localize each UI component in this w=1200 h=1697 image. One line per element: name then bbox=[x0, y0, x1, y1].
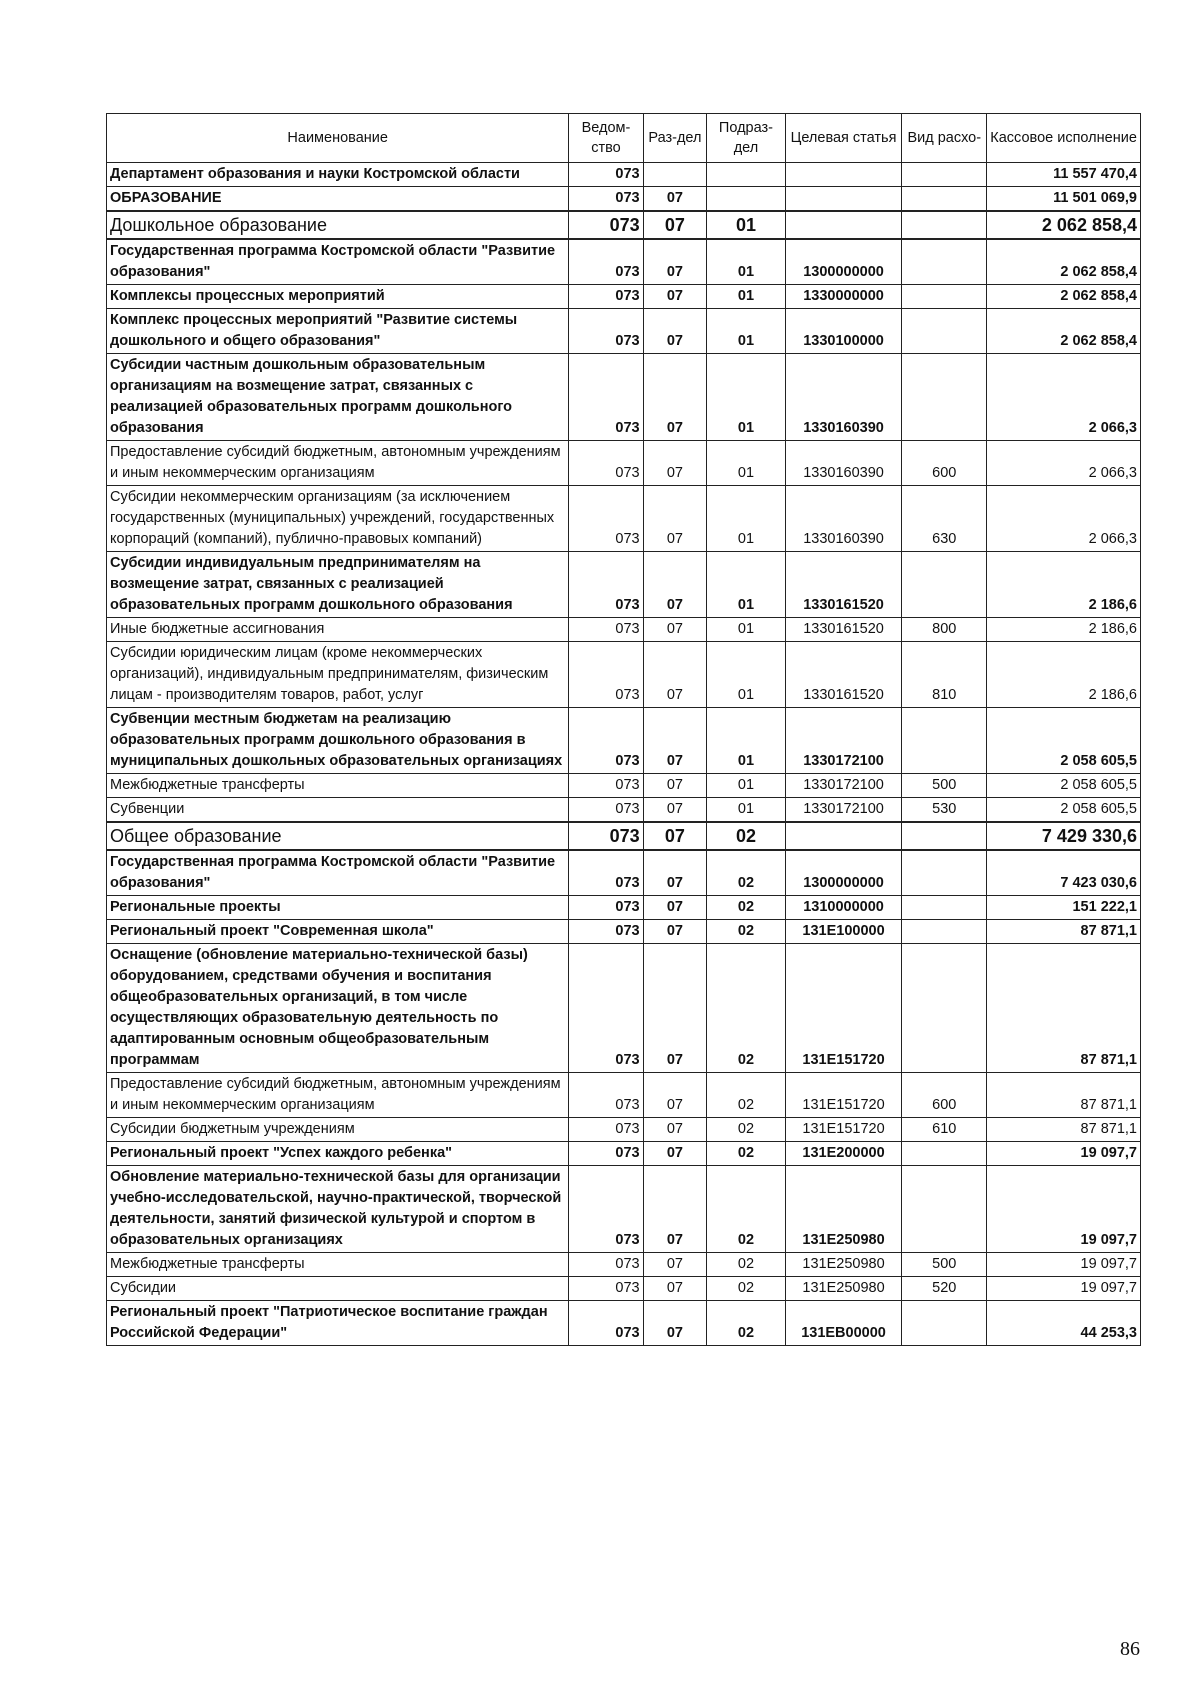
cell-razdel: 07 bbox=[643, 944, 707, 1073]
cell-amount: 2 066,3 bbox=[987, 354, 1141, 441]
cell-razdel: 07 bbox=[643, 1301, 707, 1346]
cell-name: Общее образование bbox=[107, 822, 569, 850]
cell-target: 1330172100 bbox=[785, 708, 902, 774]
cell-podrazdel: 01 bbox=[707, 642, 785, 708]
cell-amount: 2 066,3 bbox=[987, 441, 1141, 486]
cell-vid bbox=[902, 1301, 987, 1346]
cell-razdel: 07 bbox=[643, 850, 707, 896]
table-row bbox=[107, 618, 1141, 642]
cell-amount: 19 097,7 bbox=[987, 1277, 1141, 1301]
cell-vedom: 073 bbox=[569, 618, 643, 642]
header-podrazdel: Подраз-дел bbox=[707, 114, 785, 163]
cell-amount: 2 058 605,5 bbox=[987, 798, 1141, 823]
cell-vid bbox=[902, 211, 987, 239]
cell-name: Субсидии индивидуальным предпринимателям на возмещение затрат, связанных с реализацией образовательных программ дошкольного образования bbox=[107, 552, 569, 618]
cell-razdel: 07 bbox=[643, 1277, 707, 1301]
cell-amount: 11 557 470,4 bbox=[987, 163, 1141, 187]
cell-razdel: 07 bbox=[643, 1166, 707, 1253]
cell-target: 1330161520 bbox=[785, 552, 902, 618]
table-row bbox=[107, 211, 1141, 239]
cell-name: Субсидии юридическим лицам (кроме некоммерческих организаций), индивидуальным предпринимателям, физическим лицам - производителям товаров, работ, услуг bbox=[107, 642, 569, 708]
cell-name: Субвенции bbox=[107, 798, 569, 823]
cell-vid bbox=[902, 309, 987, 354]
cell-vid bbox=[902, 850, 987, 896]
cell-name: Субсидии некоммерческим организациям (за исключением государственных (муниципальных) учреждений, государственных корпораций (компаний), публично-правовых компаний) bbox=[107, 486, 569, 552]
cell-target: 1330172100 bbox=[785, 798, 902, 823]
cell-amount: 2 058 605,5 bbox=[987, 774, 1141, 798]
cell-name: Региональный проект "Современная школа" bbox=[107, 920, 569, 944]
cell-razdel bbox=[643, 163, 707, 187]
cell-razdel: 07 bbox=[643, 239, 707, 285]
cell-target bbox=[785, 163, 902, 187]
cell-name: Комплекс процессных мероприятий "Развитие системы дошкольного и общего образования" bbox=[107, 309, 569, 354]
cell-vid bbox=[902, 187, 987, 212]
table-row bbox=[107, 486, 1141, 552]
cell-razdel: 07 bbox=[643, 822, 707, 850]
cell-amount: 11 501 069,9 bbox=[987, 187, 1141, 212]
cell-amount: 2 062 858,4 bbox=[987, 285, 1141, 309]
cell-target: 1330160390 bbox=[785, 486, 902, 552]
cell-podrazdel: 02 bbox=[707, 944, 785, 1073]
cell-vedom: 073 bbox=[569, 1073, 643, 1118]
cell-razdel: 07 bbox=[643, 774, 707, 798]
table-row bbox=[107, 944, 1141, 1073]
cell-target: 131E151720 bbox=[785, 1073, 902, 1118]
cell-razdel: 07 bbox=[643, 920, 707, 944]
cell-name: Субсидии бюджетным учреждениям bbox=[107, 1118, 569, 1142]
cell-name: Субсидии bbox=[107, 1277, 569, 1301]
cell-podrazdel: 02 bbox=[707, 1166, 785, 1253]
table-row bbox=[107, 309, 1141, 354]
cell-podrazdel: 02 bbox=[707, 1073, 785, 1118]
cell-vedom: 073 bbox=[569, 920, 643, 944]
cell-vid bbox=[902, 822, 987, 850]
cell-razdel: 07 bbox=[643, 441, 707, 486]
cell-name: Дошкольное образование bbox=[107, 211, 569, 239]
cell-amount: 44 253,3 bbox=[987, 1301, 1141, 1346]
header-target: Целевая статья bbox=[785, 114, 902, 163]
cell-podrazdel: 01 bbox=[707, 798, 785, 823]
cell-podrazdel: 02 bbox=[707, 850, 785, 896]
cell-name: Комплексы процессных мероприятий bbox=[107, 285, 569, 309]
cell-vedom: 073 bbox=[569, 1142, 643, 1166]
cell-amount: 2 062 858,4 bbox=[987, 309, 1141, 354]
cell-podrazdel: 01 bbox=[707, 285, 785, 309]
cell-vid bbox=[902, 896, 987, 920]
cell-name: Межбюджетные трансферты bbox=[107, 774, 569, 798]
cell-vid: 630 bbox=[902, 486, 987, 552]
cell-amount: 19 097,7 bbox=[987, 1253, 1141, 1277]
cell-amount: 7 423 030,6 bbox=[987, 850, 1141, 896]
cell-vid bbox=[902, 163, 987, 187]
cell-amount: 7 429 330,6 bbox=[987, 822, 1141, 850]
cell-vid bbox=[902, 708, 987, 774]
header-vedom: Ведом-ство bbox=[569, 114, 643, 163]
cell-razdel: 07 bbox=[643, 187, 707, 212]
table-row bbox=[107, 187, 1141, 212]
cell-target bbox=[785, 187, 902, 212]
cell-target: 131EB00000 bbox=[785, 1301, 902, 1346]
cell-name: Региональный проект "Патриотическое воспитание граждан Российской Федерации" bbox=[107, 1301, 569, 1346]
cell-target: 1300000000 bbox=[785, 850, 902, 896]
cell-vedom: 073 bbox=[569, 354, 643, 441]
cell-podrazdel: 02 bbox=[707, 1142, 785, 1166]
cell-vedom: 073 bbox=[569, 642, 643, 708]
cell-vid: 810 bbox=[902, 642, 987, 708]
cell-amount: 151 222,1 bbox=[987, 896, 1141, 920]
cell-name: Предоставление субсидий бюджетным, автономным учреждениям и иным некоммерческим организациям bbox=[107, 1073, 569, 1118]
cell-razdel: 07 bbox=[643, 1118, 707, 1142]
table-row bbox=[107, 920, 1141, 944]
cell-vid bbox=[902, 944, 987, 1073]
cell-razdel: 07 bbox=[643, 708, 707, 774]
table-row bbox=[107, 1253, 1141, 1277]
cell-razdel: 07 bbox=[643, 1142, 707, 1166]
cell-vedom: 073 bbox=[569, 1301, 643, 1346]
cell-name: Государственная программа Костромской области "Развитие образования" bbox=[107, 239, 569, 285]
cell-razdel: 07 bbox=[643, 1073, 707, 1118]
cell-amount: 87 871,1 bbox=[987, 944, 1141, 1073]
cell-podrazdel: 01 bbox=[707, 354, 785, 441]
cell-podrazdel: 01 bbox=[707, 552, 785, 618]
cell-vid: 530 bbox=[902, 798, 987, 823]
cell-name: Департамент образования и науки Костромской области bbox=[107, 163, 569, 187]
header-name: Наименование bbox=[107, 114, 569, 163]
cell-vid: 610 bbox=[902, 1118, 987, 1142]
cell-vedom: 073 bbox=[569, 850, 643, 896]
table-body bbox=[107, 163, 1141, 1346]
table-row bbox=[107, 1166, 1141, 1253]
cell-vedom: 073 bbox=[569, 552, 643, 618]
cell-razdel: 07 bbox=[643, 211, 707, 239]
table-row bbox=[107, 822, 1141, 850]
cell-vedom: 073 bbox=[569, 896, 643, 920]
table-row bbox=[107, 850, 1141, 896]
cell-vedom: 073 bbox=[569, 798, 643, 823]
cell-vedom: 073 bbox=[569, 486, 643, 552]
cell-target bbox=[785, 211, 902, 239]
table-row bbox=[107, 1073, 1141, 1118]
cell-amount: 2 066,3 bbox=[987, 486, 1141, 552]
cell-podrazdel: 02 bbox=[707, 896, 785, 920]
table-row bbox=[107, 1301, 1141, 1346]
table-row bbox=[107, 354, 1141, 441]
cell-amount: 87 871,1 bbox=[987, 1118, 1141, 1142]
cell-vedom: 073 bbox=[569, 187, 643, 212]
cell-podrazdel: 01 bbox=[707, 239, 785, 285]
cell-amount: 19 097,7 bbox=[987, 1142, 1141, 1166]
cell-vid: 600 bbox=[902, 1073, 987, 1118]
cell-vid: 500 bbox=[902, 1253, 987, 1277]
cell-podrazdel: 02 bbox=[707, 822, 785, 850]
cell-podrazdel: 02 bbox=[707, 1301, 785, 1346]
cell-vedom: 073 bbox=[569, 708, 643, 774]
cell-vedom: 073 bbox=[569, 774, 643, 798]
cell-target: 1310000000 bbox=[785, 896, 902, 920]
cell-razdel: 07 bbox=[643, 642, 707, 708]
cell-razdel: 07 bbox=[643, 798, 707, 823]
table-row bbox=[107, 239, 1141, 285]
table-row bbox=[107, 896, 1141, 920]
cell-podrazdel: 02 bbox=[707, 1253, 785, 1277]
cell-vedom: 073 bbox=[569, 822, 643, 850]
cell-target: 1330160390 bbox=[785, 441, 902, 486]
cell-name: Региональный проект "Успех каждого ребенка" bbox=[107, 1142, 569, 1166]
cell-podrazdel: 01 bbox=[707, 486, 785, 552]
cell-razdel: 07 bbox=[643, 896, 707, 920]
cell-vid bbox=[902, 354, 987, 441]
cell-amount: 19 097,7 bbox=[987, 1166, 1141, 1253]
cell-vedom: 073 bbox=[569, 1277, 643, 1301]
cell-vedom: 073 bbox=[569, 285, 643, 309]
cell-name: Оснащение (обновление материально-технической базы) оборудованием, средствами обучения и воспитания общеобразовательных организаций, в том числе осуществляющих образовательную деятельность по адаптированным основным общеобразовательным программам bbox=[107, 944, 569, 1073]
cell-vid: 800 bbox=[902, 618, 987, 642]
cell-podrazdel bbox=[707, 163, 785, 187]
cell-name: ОБРАЗОВАНИЕ bbox=[107, 187, 569, 212]
cell-name: Обновление материально-технической базы для организации учебно-исследовательской, научно-практической, творческой деятельности, занятий физической культурой и спортом в образовательных организациях bbox=[107, 1166, 569, 1253]
cell-vedom: 073 bbox=[569, 441, 643, 486]
cell-vid bbox=[902, 1166, 987, 1253]
cell-target: 131E100000 bbox=[785, 920, 902, 944]
table-row bbox=[107, 1118, 1141, 1142]
cell-podrazdel: 02 bbox=[707, 1277, 785, 1301]
cell-podrazdel: 01 bbox=[707, 309, 785, 354]
cell-vedom: 073 bbox=[569, 1118, 643, 1142]
cell-podrazdel: 01 bbox=[707, 708, 785, 774]
cell-amount: 87 871,1 bbox=[987, 920, 1141, 944]
cell-vedom: 073 bbox=[569, 309, 643, 354]
cell-vedom: 073 bbox=[569, 211, 643, 239]
cell-vid: 500 bbox=[902, 774, 987, 798]
cell-vid: 520 bbox=[902, 1277, 987, 1301]
table-header-row bbox=[107, 114, 1141, 163]
cell-razdel: 07 bbox=[643, 309, 707, 354]
cell-target bbox=[785, 822, 902, 850]
table-row bbox=[107, 163, 1141, 187]
cell-razdel: 07 bbox=[643, 1253, 707, 1277]
table-row bbox=[107, 774, 1141, 798]
cell-target: 1330161520 bbox=[785, 618, 902, 642]
cell-target: 131E250980 bbox=[785, 1253, 902, 1277]
cell-razdel: 07 bbox=[643, 285, 707, 309]
cell-vid: 600 bbox=[902, 441, 987, 486]
cell-target: 1330160390 bbox=[785, 354, 902, 441]
cell-target: 1330100000 bbox=[785, 309, 902, 354]
cell-target: 1330161520 bbox=[785, 642, 902, 708]
header-amount: Кассовое исполнение bbox=[987, 114, 1141, 163]
cell-podrazdel bbox=[707, 187, 785, 212]
cell-podrazdel: 02 bbox=[707, 920, 785, 944]
cell-podrazdel: 01 bbox=[707, 774, 785, 798]
cell-amount: 2 062 858,4 bbox=[987, 239, 1141, 285]
cell-name: Субвенции местным бюджетам на реализацию образовательных программ дошкольного образования в муниципальных дошкольных образовательных организациях bbox=[107, 708, 569, 774]
table-row bbox=[107, 441, 1141, 486]
cell-vedom: 073 bbox=[569, 239, 643, 285]
cell-target: 131E151720 bbox=[785, 944, 902, 1073]
cell-podrazdel: 02 bbox=[707, 1118, 785, 1142]
table-row bbox=[107, 708, 1141, 774]
cell-name: Государственная программа Костромской области "Развитие образования" bbox=[107, 850, 569, 896]
cell-razdel: 07 bbox=[643, 486, 707, 552]
cell-razdel: 07 bbox=[643, 552, 707, 618]
table-row bbox=[107, 642, 1141, 708]
cell-vid bbox=[902, 1142, 987, 1166]
cell-name: Субсидии частным дошкольным образовательным организациям на возмещение затрат, связанных с реализацией образовательных программ дошкольного образования bbox=[107, 354, 569, 441]
cell-amount: 2 186,6 bbox=[987, 552, 1141, 618]
table-row bbox=[107, 798, 1141, 823]
cell-target: 1300000000 bbox=[785, 239, 902, 285]
cell-target: 131E250980 bbox=[785, 1166, 902, 1253]
cell-vedom: 073 bbox=[569, 944, 643, 1073]
cell-amount: 87 871,1 bbox=[987, 1073, 1141, 1118]
cell-name: Предоставление субсидий бюджетным, автономным учреждениям и иным некоммерческим организациям bbox=[107, 441, 569, 486]
cell-podrazdel: 01 bbox=[707, 211, 785, 239]
cell-target: 131E151720 bbox=[785, 1118, 902, 1142]
cell-name: Межбюджетные трансферты bbox=[107, 1253, 569, 1277]
cell-amount: 2 058 605,5 bbox=[987, 708, 1141, 774]
table-row bbox=[107, 552, 1141, 618]
page-number: 86 bbox=[1120, 1638, 1140, 1660]
cell-amount: 2 186,6 bbox=[987, 618, 1141, 642]
cell-target: 1330000000 bbox=[785, 285, 902, 309]
cell-vedom: 073 bbox=[569, 1253, 643, 1277]
budget-table bbox=[106, 113, 1141, 1346]
header-vid: Вид расхо- bbox=[902, 114, 987, 163]
cell-amount: 2 186,6 bbox=[987, 642, 1141, 708]
cell-target: 1330172100 bbox=[785, 774, 902, 798]
table-row bbox=[107, 1142, 1141, 1166]
cell-amount: 2 062 858,4 bbox=[987, 211, 1141, 239]
cell-vid bbox=[902, 552, 987, 618]
cell-name: Иные бюджетные ассигнования bbox=[107, 618, 569, 642]
cell-name: Региональные проекты bbox=[107, 896, 569, 920]
table-row bbox=[107, 1277, 1141, 1301]
cell-target: 131E250980 bbox=[785, 1277, 902, 1301]
cell-razdel: 07 bbox=[643, 618, 707, 642]
cell-vedom: 073 bbox=[569, 1166, 643, 1253]
cell-podrazdel: 01 bbox=[707, 618, 785, 642]
header-razdel: Раз-дел bbox=[643, 114, 707, 163]
cell-podrazdel: 01 bbox=[707, 441, 785, 486]
cell-target: 131E200000 bbox=[785, 1142, 902, 1166]
table-row bbox=[107, 285, 1141, 309]
cell-vid bbox=[902, 920, 987, 944]
cell-razdel: 07 bbox=[643, 354, 707, 441]
cell-vedom: 073 bbox=[569, 163, 643, 187]
cell-vid bbox=[902, 239, 987, 285]
cell-vid bbox=[902, 285, 987, 309]
